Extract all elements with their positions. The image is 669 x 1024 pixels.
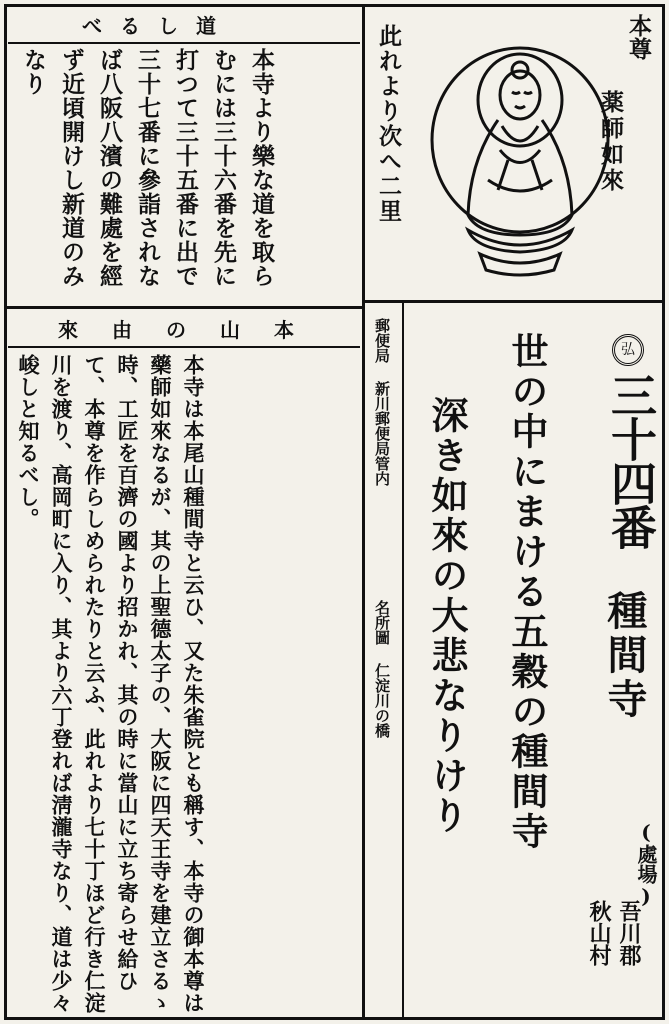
postal-line-2: 名所圖 仁淀川の橋 bbox=[373, 600, 391, 738]
road-text: 本寺より樂な道を取らむには三十六番を先に打つて三十五番に出で三十七番に參詣されなば八阪八濱の難處を經ず近頃開けし新道のみなり bbox=[20, 48, 275, 288]
buddha-body bbox=[468, 120, 572, 235]
origin-text-box bbox=[12, 354, 358, 1014]
origin-text: 本寺は本尾山種間寺と云ひ、又た朱雀院とも稱す、本寺の御本尊は藥師如來なるが、其の上聖德太子の、大阪に四天王寺を建立さるゝ時、工匠を百濟の國より招かれ、其の時に當山に立ち寄らせ給ひて、本尊を作らしめられたりと云ふ、此れより七十丁ほど行き仁淀川を渡り、高岡町に入り、其より六丁登れば淸瀧寺なり、道は少々峻しと知るべし。 bbox=[16, 354, 206, 1014]
left-horizontal-divider bbox=[4, 306, 364, 309]
main-divider bbox=[362, 4, 365, 1020]
poem-line-1: 世の中にまける五穀の種間寺 bbox=[505, 332, 549, 852]
place-label: (處場) bbox=[634, 820, 658, 908]
origin-heading: 本山の由來 bbox=[58, 318, 328, 342]
honzon-label: 本尊 bbox=[625, 14, 652, 60]
temple-mark: 弘 bbox=[612, 334, 644, 366]
place-district: 吾川郡 bbox=[616, 900, 642, 966]
road-text-box bbox=[14, 48, 354, 298]
honzon-name: 薬師如來 bbox=[597, 90, 624, 194]
temple-number: 三十四番 bbox=[604, 372, 658, 548]
buddha-figure bbox=[420, 40, 620, 280]
road-heading: 道しるべ bbox=[82, 14, 234, 38]
place-village: 秋山村 bbox=[586, 900, 612, 966]
postal-line-1: 郵便局 新川郵便局管内 bbox=[373, 318, 391, 486]
distance-text: 此れより次へ二里 bbox=[375, 24, 402, 224]
right-horizontal-divider bbox=[362, 300, 665, 303]
poem-line-2: 深き如來の大悲なりけり bbox=[425, 396, 469, 836]
temple-name: 種間寺 bbox=[601, 590, 648, 722]
postal-divider bbox=[402, 302, 404, 1020]
